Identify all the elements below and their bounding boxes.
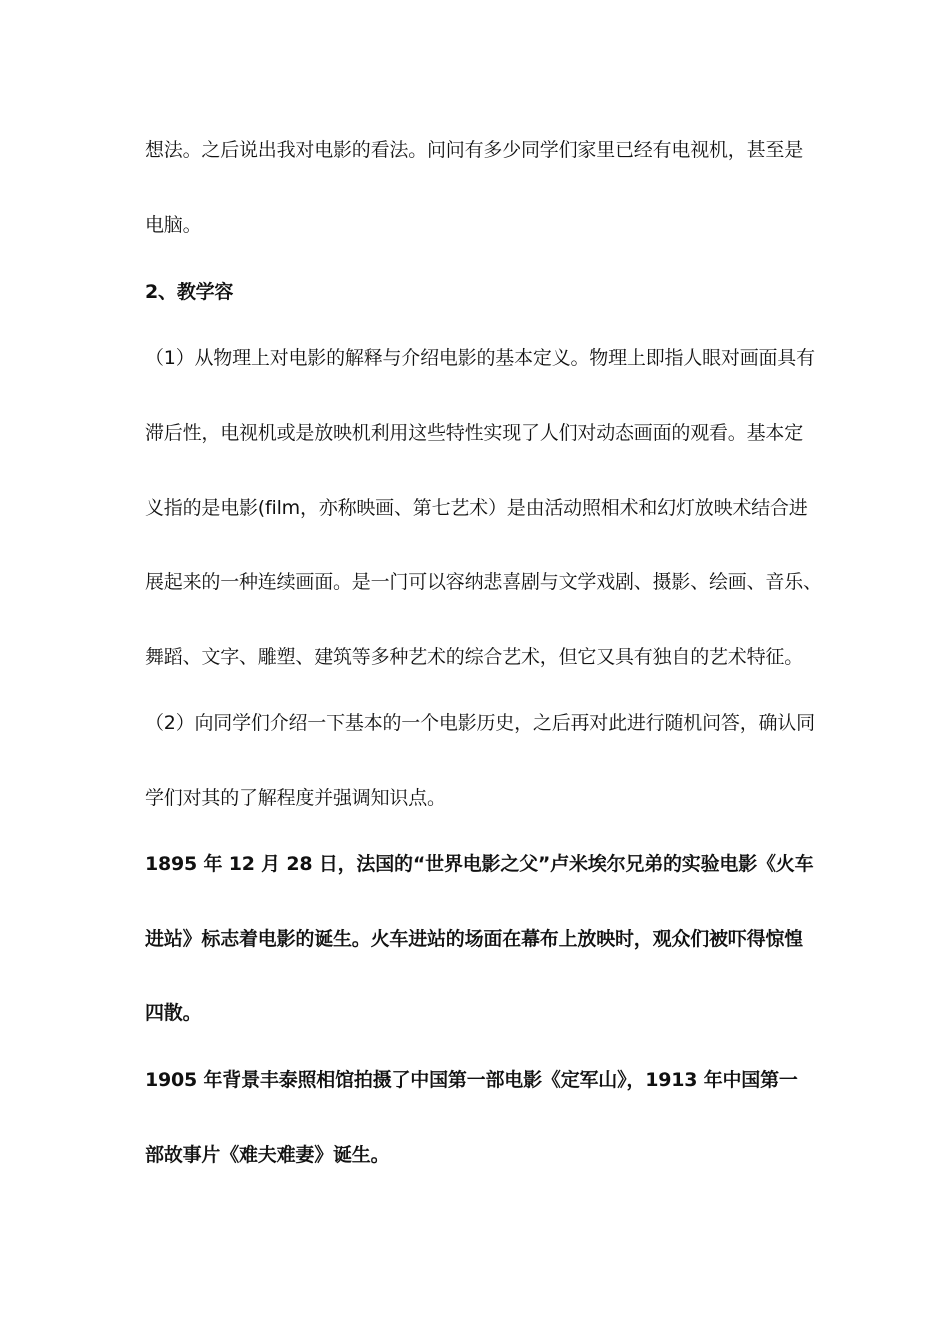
history-1-line-1: 1895 年 12 月 28 日，法国的“世界电影之父”卢米埃尔兄弟的实验电影《火车 bbox=[145, 853, 814, 875]
item-1-line-2: 滞后性，电视机或是放映机利用这些特性实现了人们对动态画面的观看。基本定 bbox=[145, 422, 804, 444]
item-2-line-1: （2）向同学们介绍一下基本的一个电影历史，之后再对此进行随机问答，确认同 bbox=[145, 712, 815, 734]
history-1-line-2: 进站》标志着电影的诞生。火车进站的场面在幕布上放映时，观众们被吓得惊惶 bbox=[145, 928, 804, 950]
item-1-line-3: 义指的是电影(film，亦称映画、第七艺术）是由活动照相术和幻灯放映术结合进 bbox=[145, 497, 808, 519]
history-2-line-2: 部故事片《难夫难妻》诞生。 bbox=[145, 1144, 390, 1166]
item-1-line-4: 展起来的一种连续画面。是一门可以容纳悲喜剧与文学戏剧、摄影、绘画、音乐、 bbox=[145, 571, 822, 593]
history-2-line-1: 1905 年背景丰泰照相馆拍摄了中国第一部电影《定军山》，1913 年中国第一 bbox=[145, 1069, 798, 1091]
paragraph-1-line-1: 想法。之后说出我对电影的看法。问问有多少同学们家里已经有电视机，甚至是 bbox=[145, 139, 804, 161]
section-heading: 2、教学容 bbox=[145, 281, 234, 303]
item-1-line-5: 舞蹈、文字、雕塑、建筑等多种艺术的综合艺术，但它又具有独自的艺术特征。 bbox=[145, 646, 804, 668]
history-1-line-3: 四散。 bbox=[145, 1002, 202, 1024]
item-2-line-2: 学们对其的了解程度并强调知识点。 bbox=[145, 787, 446, 809]
paragraph-1-line-2: 电脑。 bbox=[145, 214, 202, 236]
item-1-line-1: （1）从物理上对电影的解释与介绍电影的基本定义。物理上即指人眼对画面具有 bbox=[145, 347, 815, 369]
